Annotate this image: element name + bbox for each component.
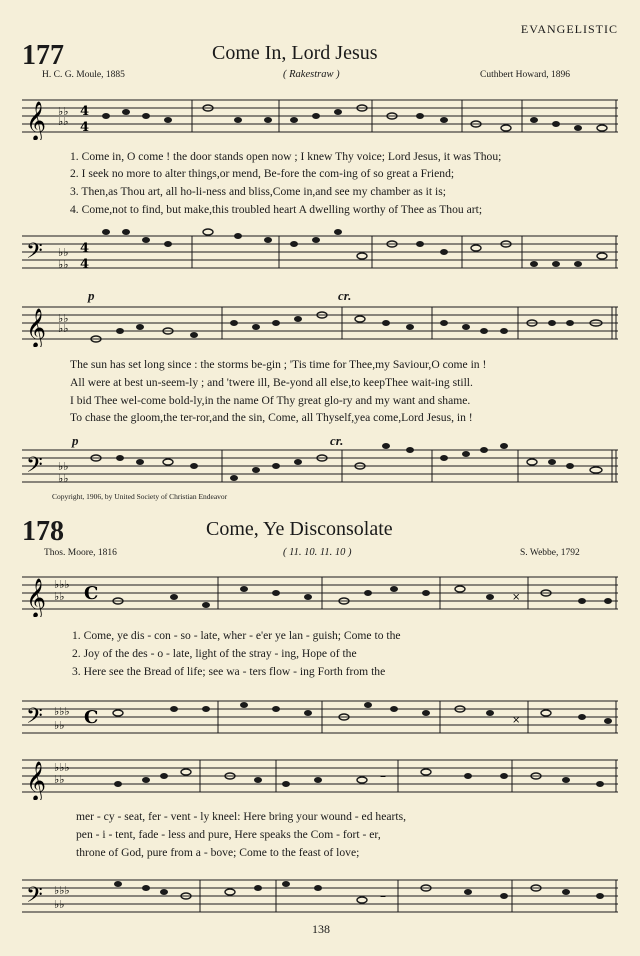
svg-text:♭♭: ♭♭ xyxy=(58,460,69,473)
page-number: 138 xyxy=(312,922,330,936)
hymn177-verse-2a: 2. I seek no more to alter things,or mend, Be-fore the com-ing of so great a Friend; xyxy=(70,167,455,180)
svg-text:♭♭: ♭♭ xyxy=(58,258,69,271)
dynamic-crescendo-bass: cr. xyxy=(330,433,344,448)
svg-text:4: 4 xyxy=(80,257,90,272)
dynamic-piano-bass: p xyxy=(72,433,79,448)
svg-text:4: 4 xyxy=(80,120,90,135)
hymn-tune-177: ( Rakestraw ) xyxy=(283,69,340,80)
svg-text:♭♭: ♭♭ xyxy=(54,590,65,603)
hymn177-verse-4b: To chase the gloom,the ter-ror,and the sin, Come, all Thyself,yea come,Lord Jesus, in ! xyxy=(70,411,473,424)
bass-staff-178-1 xyxy=(22,693,618,741)
svg-text:C: C xyxy=(84,707,99,728)
svg-text:♭♭: ♭♭ xyxy=(58,472,69,485)
treble-staff-177-2 xyxy=(22,302,618,347)
copyright-notice: Copyright, 1906, by United Society of Christian Endeavor xyxy=(52,492,228,501)
hymn178-verse-1b: mer - cy - seat, fer - vent - ly kneel: Here bring your wound - ed hearts, xyxy=(76,810,406,823)
svg-text:–: – xyxy=(380,769,386,783)
section-label: EVANGELISTIC xyxy=(520,22,618,36)
svg-text:𝄞: 𝄞 xyxy=(26,761,47,800)
svg-text:𝄞: 𝄞 xyxy=(26,578,47,617)
hymn-number-178: 178 xyxy=(22,516,64,547)
svg-text:♭♭: ♭♭ xyxy=(58,322,69,335)
bass-staff-177-2 xyxy=(22,442,618,490)
notes xyxy=(102,105,607,131)
hymn-title-178: Come, Ye Disconsolate xyxy=(206,518,393,540)
treble-staff-178-2 xyxy=(22,752,618,800)
hymn177-verse-3a: 3. Then,as Thou art, all ho-li-ness and bliss,Come in,and see my chamber as it is; xyxy=(70,185,446,198)
hymn177-verse-3b: I bid Thee wel-come bold-ly,in the name Of Thy great glo-ry and my want and shame. xyxy=(70,394,471,407)
svg-text:♭♭: ♭♭ xyxy=(58,312,69,325)
hymn-meter-178: ( 11. 10. 11. 10 ) xyxy=(283,547,352,558)
svg-text:4: 4 xyxy=(80,241,90,256)
hymn177-verse-4a: 4. Come,not to find, but make,this troubled heart A dwelling worthy of Thee as Thou art; xyxy=(70,203,483,216)
svg-text:♭♭♭: ♭♭♭ xyxy=(54,578,70,591)
dynamic-piano: p xyxy=(88,288,95,303)
svg-text:×: × xyxy=(512,592,521,603)
svg-text:♭♭: ♭♭ xyxy=(58,115,69,128)
dynamic-crescendo: cr. xyxy=(338,288,352,303)
svg-text:♭♭♭: ♭♭♭ xyxy=(54,761,70,774)
hymn177-verse-2b: All were at best un-seem-ly ; and 'twere ill, Be-yond all else,to keepThee wait-ing still. xyxy=(70,376,473,389)
svg-text:4: 4 xyxy=(80,104,90,119)
treble-staff-177-1 xyxy=(22,95,618,140)
svg-text:♭♭: ♭♭ xyxy=(54,773,65,786)
hymn177-verse-1a: 1. Come in, O come ! the door stands open now ; I knew Thy voice; Lord Jesus, it was Thou; xyxy=(70,150,502,163)
hymn-composer-177: Cuthbert Howard, 1896 xyxy=(480,70,570,80)
treble-clef-icon: 𝄞 xyxy=(26,101,47,140)
svg-text:♭♭: ♭♭ xyxy=(58,246,69,259)
hymn178-verse-3b: throne of God, pure from a - bove; Come to the feast of love; xyxy=(76,846,360,859)
svg-text:♭♭♭: ♭♭♭ xyxy=(54,705,70,718)
svg-text:×: × xyxy=(512,715,521,726)
hymn178-verse-2a: 2. Joy of the des - o - late, light of the stray - ing, Hope of the xyxy=(72,647,357,660)
svg-text:♭♭♭: ♭♭♭ xyxy=(54,884,70,897)
treble-staff-178-1 xyxy=(22,572,618,617)
bass-staff-177-1 xyxy=(22,228,618,276)
svg-text:♭♭: ♭♭ xyxy=(58,105,69,118)
svg-text:𝄢: 𝄢 xyxy=(26,453,43,483)
bass-staff-178-2 xyxy=(22,872,618,920)
bass-clef-icon: 𝄢 xyxy=(26,239,43,269)
hymn-author-178: Thos. Moore, 1816 xyxy=(44,548,117,558)
hymn178-verse-1a: 1. Come, ye dis - con - so - late, wher - e'er ye lan - guish; Come to the xyxy=(72,629,401,642)
hymn177-verse-1b: The sun has set long since : the storms be-gin ; 'Tis time for Thee,my Saviour,O come in ! xyxy=(70,358,487,371)
hymn-author-177: H. C. G. Moule, 1885 xyxy=(42,70,125,80)
svg-text:♭♭: ♭♭ xyxy=(54,898,65,911)
hymn-composer-178: S. Webbe, 1792 xyxy=(520,548,580,558)
hymn-number-177: 177 xyxy=(22,40,64,71)
svg-text:𝄢: 𝄢 xyxy=(26,883,43,913)
hymn-title-177: Come In, Lord Jesus xyxy=(212,42,378,64)
svg-text:♭♭: ♭♭ xyxy=(54,719,65,732)
hymn178-verse-2b: pen - i - tent, fade - less and pure, Here speaks the Com - fort - er, xyxy=(76,828,381,841)
svg-text:𝄢: 𝄢 xyxy=(26,704,43,734)
common-time-icon: C xyxy=(84,583,99,604)
svg-text:𝄞: 𝄞 xyxy=(26,308,47,347)
hymn178-verse-3a: 3. Here see the Bread of life; see wa - ters flow - ing Forth from the xyxy=(72,665,386,678)
svg-text:–: – xyxy=(380,889,386,903)
